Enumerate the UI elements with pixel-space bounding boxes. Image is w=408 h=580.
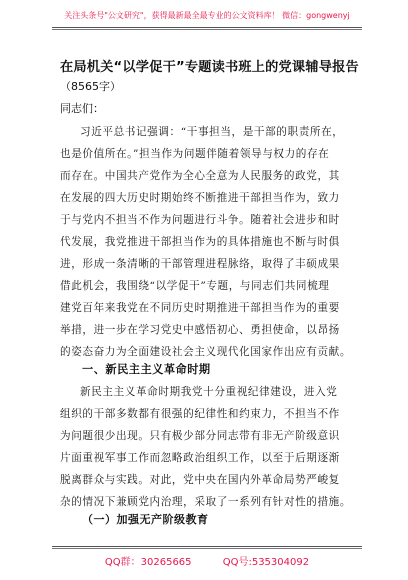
paragraph-line: 组织的干部多数都有很强的纪律性和约束力，不担当不作 [60, 408, 340, 420]
document-title: 在局机关“以学促干”专题读书班上的党课辅导报告 [60, 60, 359, 75]
paragraph-line: 在发展的四大历史时期始终不断推进干部担当作为，致力 [60, 192, 340, 204]
paragraph-line: 习近平总书记强调：“干事担当，是干部的职责所在， [80, 126, 344, 138]
paragraph-line: 进，形成一条清晰的干部管理进程脉络，取得了丰硕成果 [60, 258, 340, 270]
paragraph-line: 也是价值所在。”担当作为问题伴随着领导与权力的存在 [60, 148, 330, 160]
paragraph-line: 杂的情况下兼顾党内治理，采取了一系列有针对性的措施。 [60, 496, 352, 508]
paragraph-line: 片面重视军事工作而忽略政治组织工作，以至于后期逐渐 [60, 452, 340, 464]
paragraph-line: 代发展，我党推进干部担当作为的具体措施也不断与时俱 [60, 236, 340, 248]
footer-rule-secondary [52, 548, 362, 549]
paragraph-line: 举措，进一步在学习党史中感悟初心、勇担使命，以昂扬 [60, 324, 340, 336]
paragraph-line: 而存在。中国共产党作为全心全意为人民服务的政党，其 [60, 170, 340, 182]
header-rule [52, 27, 362, 28]
footer-rule [52, 546, 362, 547]
paragraph-line: 为问题很少出现。只有极少部分同志带有非无产阶级意识 [60, 430, 340, 442]
paragraph-line: 借此机会，我围绕“以学促干”专题，与同志们共同梳理 [60, 280, 330, 292]
paragraph-line: 新民主主义革命时期我党十分重视纪律建设，进入党 [80, 386, 338, 398]
footer-contact [52, 553, 362, 568]
word-count: （8565字） [60, 80, 121, 93]
paragraph-line: 脱离群众与实践。对此，党中央在国内外革命局势严峻复 [60, 474, 340, 486]
paragraph-line: 的姿态奋力为全面建设社会主义现代化国家作出应有贡献。 [60, 346, 352, 358]
paragraph-line: 于与党内不担当不作为问题进行斗争。随着社会进步和时 [60, 214, 340, 226]
footer-qq-number: QQ号:535304092 [222, 557, 310, 568]
header-promo-note: 关注头条号"公文研究"，获得最新最全最专业的公文资料库！ 微信：gongwenyj [64, 11, 350, 20]
greeting: 同志们： [60, 102, 104, 115]
section-heading: 一、新民主主义革命时期 [82, 363, 211, 376]
header-rule-secondary [52, 29, 362, 30]
subsection-heading: （一）加强无产阶级教育 [82, 513, 209, 526]
footer-qq-group: QQ群：30265665 [104, 557, 192, 568]
paragraph-line: 建党百年来我党在不同历史时期推进干部担当作为的重要 [60, 302, 340, 314]
